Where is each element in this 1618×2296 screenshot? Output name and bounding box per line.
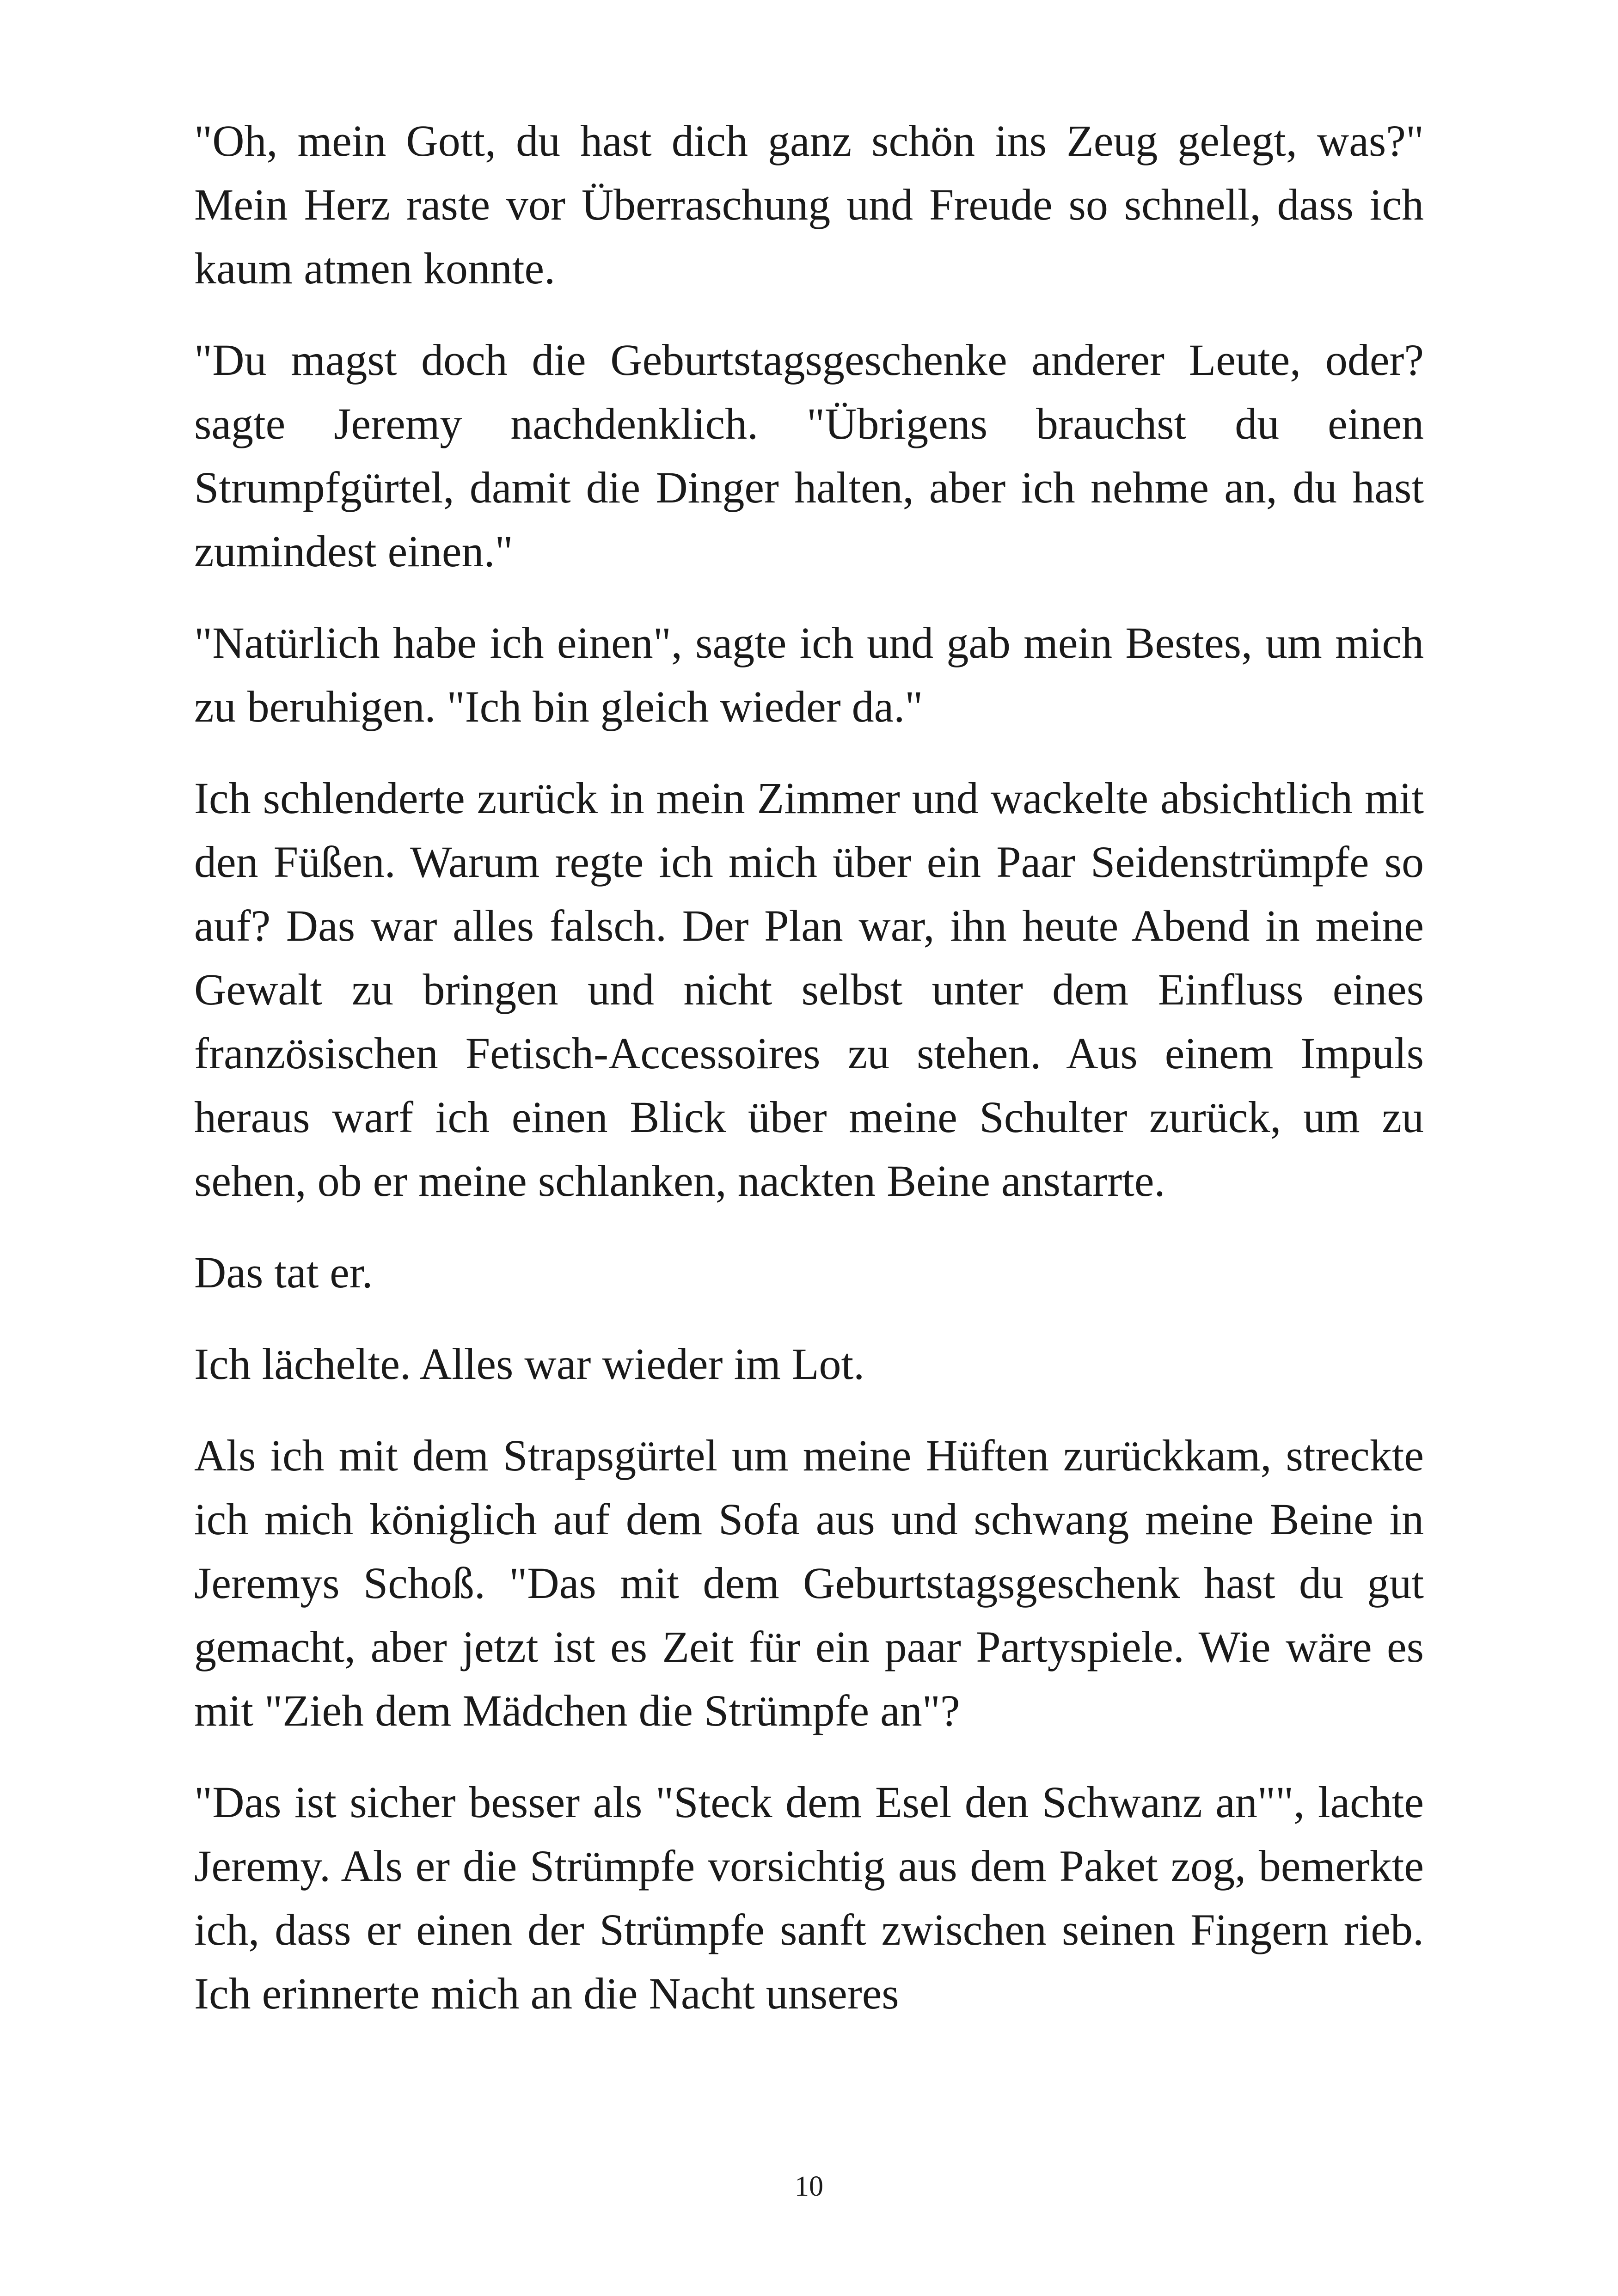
paragraph-8: "Das ist sicher besser als "Steck dem Esel den Schwanz an"", lachte Jeremy. Als er die Strümpfe vorsichtig aus dem Paket zog, bemerkte ich, dass er einen der Strümpfe sanft zwischen seinen Fingern rieb. Ich erinnerte mich an die Nacht unseres bbox=[194, 1777, 1424, 2018]
paragraph-6: Ich lächelte. Alles war wieder im Lot. bbox=[194, 1339, 865, 1389]
paragraph-2: "Du magst doch die Geburtstagsgeschenke anderer Leute, oder? sagte Jeremy nachdenklich. "Übrigens brauchst du einen Strumpfgürtel, damit die Dinger halten, aber ich nehme an, du hast zumindest einen." bbox=[194, 335, 1424, 576]
paragraph-4: Ich schlenderte zurück in mein Zimmer und wackelte absichtlich mit den Füßen. Warum regte ich mich über ein Paar Seidenstrümpfe so auf? Das war alles falsch. Der Plan war, ihn heute Abend in meine Gewalt zu bringen und nicht selbst unter dem Einfluss eines französischen Fetisch-Accessoires zu stehen. Aus einem Impuls heraus warf ich einen Blick über meine Schulter zurück, um zu sehen, ob er meine schlanken, nackten Beine anstarrte. bbox=[194, 773, 1424, 1206]
paragraph-3: "Natürlich habe ich einen", sagte ich und gab mein Bestes, um mich zu beruhigen. "Ich bin gleich wieder da." bbox=[194, 618, 1424, 731]
page-number: 10 bbox=[795, 2171, 823, 2202]
paragraph-1: "Oh, mein Gott, du hast dich ganz schön ins Zeug gelegt, was?" Mein Herz raste vor Überraschung und Freude so schnell, dass ich kaum atmen konnte. bbox=[194, 116, 1424, 293]
paragraph-7: Als ich mit dem Strapsgürtel um meine Hüften zurückkam, streckte ich mich königlich auf dem Sofa aus und schwang meine Beine in Jeremys Schoß. "Das mit dem Geburtstagsgeschenk hast du gut gemacht, aber jetzt ist es Zeit für ein paar Partyspiele. Wie wäre es mit "Zieh dem Mädchen die Strümpfe an"? bbox=[194, 1431, 1424, 1735]
paragraph-5: Das tat er. bbox=[194, 1248, 373, 1297]
body-text bbox=[194, 109, 1424, 2053]
